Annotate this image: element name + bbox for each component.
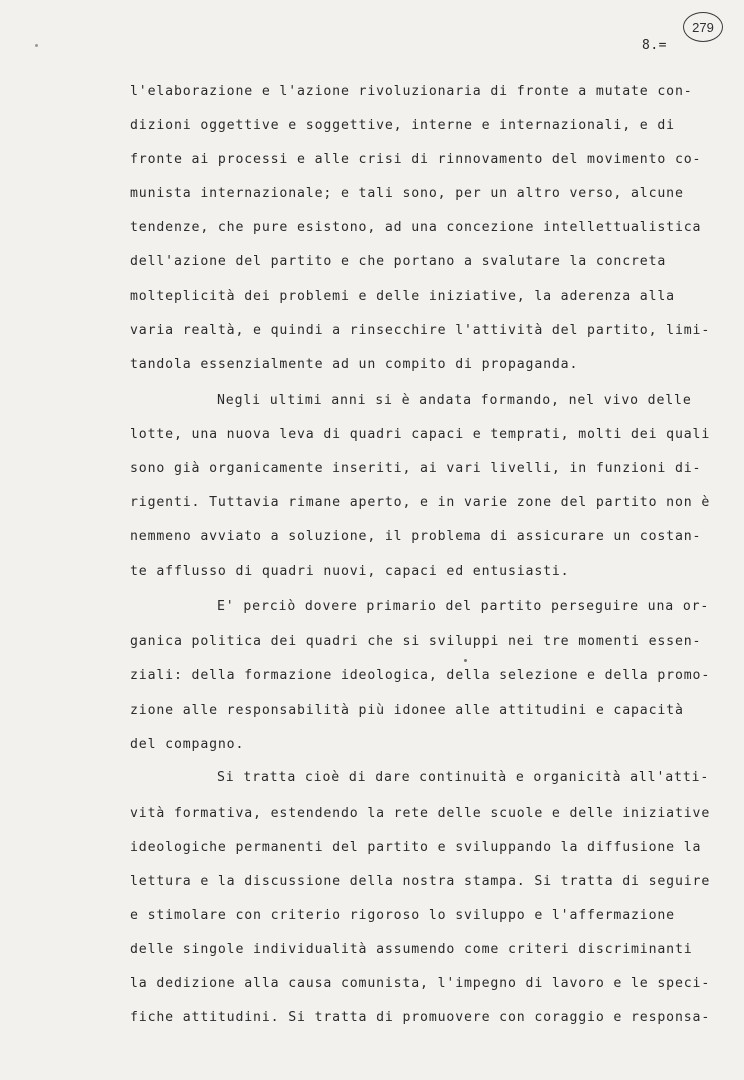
text-line: l'elaborazione e l'azione rivoluzionaria di fronte a mutate con- xyxy=(130,84,693,99)
text-line: tandola essenzialmente ad un compito di propaganda. xyxy=(130,357,579,372)
text-line: te afflusso di quadri nuovi, capaci ed entusiasti. xyxy=(130,564,570,579)
page-number: 8.= xyxy=(642,38,667,53)
text-line: ziali: della formazione ideologica, della selezione e della promo- xyxy=(130,668,711,683)
text-line: sono già organicamente inseriti, ai vari livelli, in funzioni di- xyxy=(130,461,702,476)
text-line: lotte, una nuova leva di quadri capaci e temprati, molti dei quali xyxy=(130,427,711,442)
text-line: delle singole individualità assumendo come criteri discriminanti xyxy=(130,942,693,957)
text-line: molteplicità dei problemi e delle iniziative, la aderenza alla xyxy=(130,289,675,304)
text-line: e stimolare con criterio rigoroso lo sviluppo e l'affermazione xyxy=(130,908,675,923)
text-line: dell'azione del partito e che portano a svalutare la concreta xyxy=(130,254,667,269)
text-line: fiche attitudini. Si tratta di promuovere con coraggio e responsa- xyxy=(130,1010,711,1025)
text-line: munista internazionale; e tali sono, per un altro verso, alcune xyxy=(130,186,684,201)
text-line: vità formativa, estendendo la rete delle scuole e delle iniziative xyxy=(130,806,711,821)
archive-stamp xyxy=(683,12,723,42)
text-line: ideologiche permanenti del partito e sviluppando la diffusione la xyxy=(130,840,702,855)
paragraph-first-line: E' perciò dovere primario del partito perseguire una or- xyxy=(217,599,710,614)
speck-mark xyxy=(35,44,38,47)
text-line: varia realtà, e quindi a rinsecchire l'attività del partito, limi- xyxy=(130,323,711,338)
text-line: lettura e la discussione della nostra stampa. Si tratta di seguire xyxy=(130,874,711,889)
text-line: rigenti. Tuttavia rimane aperto, e in varie zone del partito non è xyxy=(130,495,711,510)
archive-stamp-number: 279 xyxy=(692,19,714,35)
text-line: nemmeno avviato a soluzione, il problema di assicurare un costan- xyxy=(130,529,702,544)
text-line: la dedizione alla causa comunista, l'impegno di lavoro e le speci- xyxy=(130,976,711,991)
text-line: del compagno. xyxy=(130,737,245,752)
speck-mark xyxy=(464,659,467,662)
text-line: dizioni oggettive e soggettive, interne e internazionali, e di xyxy=(130,118,675,133)
paragraph-first-line: Si tratta cioè di dare continuità e organicità all'atti- xyxy=(217,770,710,785)
text-line: fronte ai processi e alle crisi di rinnovamento del movimento co- xyxy=(130,152,702,167)
paragraph-first-line: Negli ultimi anni si è andata formando, nel vivo delle xyxy=(217,393,692,408)
text-line: tendenze, che pure esistono, ad una concezione intellettualistica xyxy=(130,220,702,235)
text-line: ganica politica dei quadri che si sviluppi nei tre momenti essen- xyxy=(130,634,702,649)
text-line: zione alle responsabilità più idonee alle attitudini e capacità xyxy=(130,703,684,718)
